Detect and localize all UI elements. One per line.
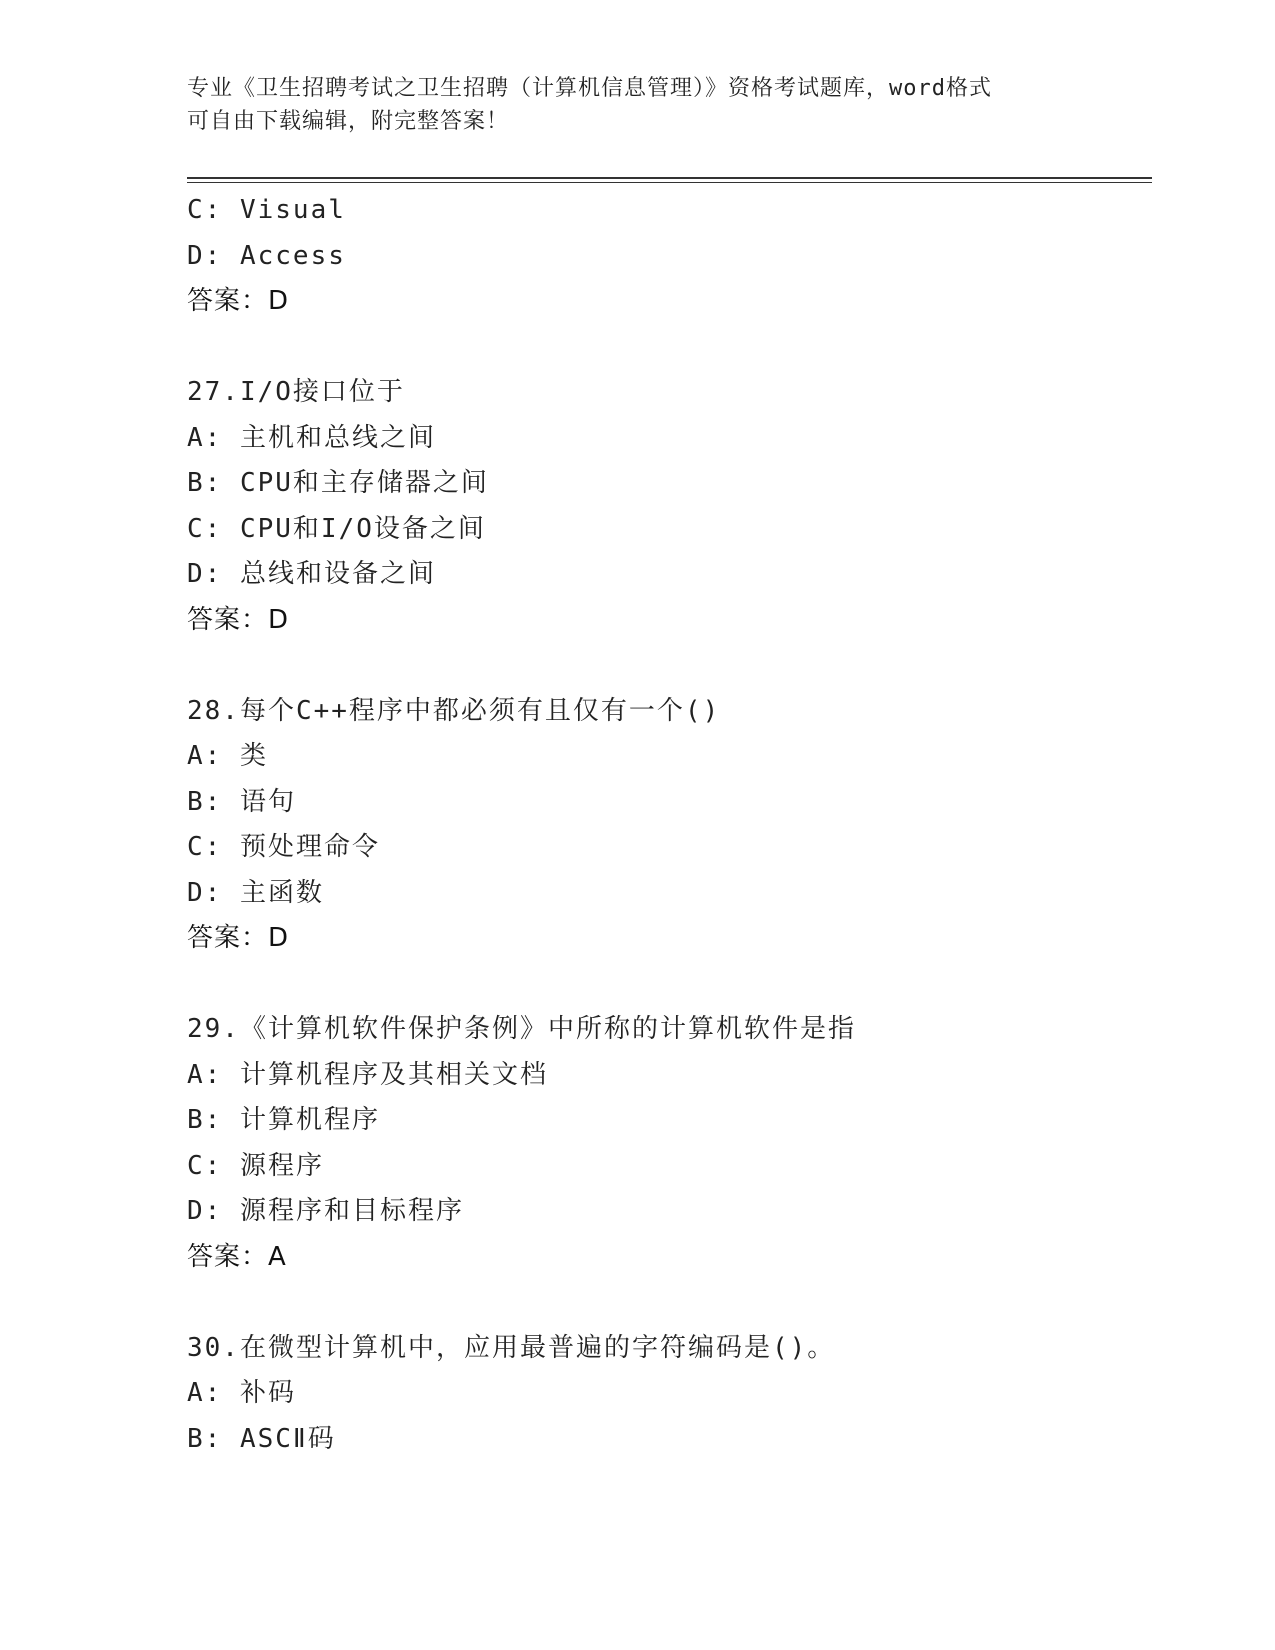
page-header — [187, 72, 1087, 138]
spacer — [187, 325, 1147, 371]
answer-line: 答案：D — [187, 286, 290, 316]
option-d: D: 源程序和目标程序 — [187, 1196, 464, 1226]
option-a: A: 计算机程序及其相关文档 — [187, 1059, 548, 1090]
option-c: C: Visual — [187, 195, 346, 225]
question-block-28 — [187, 689, 1147, 962]
answer-line: 答案：D — [187, 604, 290, 635]
answer-line: 答案：D — [187, 923, 290, 953]
option-b: B: 语句 — [187, 786, 296, 817]
option-a: A: 主机和总线之间 — [187, 422, 436, 453]
option-a: A: 类 — [187, 741, 268, 771]
spacer — [187, 962, 1147, 1008]
spacer — [187, 1280, 1147, 1326]
option-b: B: ASCⅡ码 — [187, 1423, 336, 1454]
question-block-29 — [187, 1007, 1147, 1280]
option-a: A: 补码 — [187, 1378, 296, 1408]
question-stem: 27.I/O接口位于 — [187, 377, 405, 407]
header-line-2: 可自由下载编辑，附完整答案！ — [187, 109, 510, 134]
question-stem: 29.《计算机软件保护条例》中所称的计算机软件是指 — [187, 1014, 856, 1044]
spacer — [187, 643, 1147, 689]
option-c: C: 预处理命令 — [187, 832, 380, 862]
option-d: D: 主函数 — [187, 877, 324, 908]
option-d: D: 总线和设备之间 — [187, 559, 436, 589]
option-c: C: CPU和I/O设备之间 — [187, 513, 486, 544]
question-block-27 — [187, 370, 1147, 643]
header-rule-thick — [187, 177, 1152, 179]
question-stem: 28.每个C++程序中都必须有且仅有一个() — [187, 695, 721, 726]
question-stem: 30.在微型计算机中，应用最普遍的字符编码是()。 — [187, 1332, 836, 1363]
answer-line: 答案：A — [187, 1241, 287, 1272]
question-block-30 — [187, 1326, 1147, 1463]
question-list — [187, 188, 1147, 1462]
header-rule-thin — [187, 182, 1152, 183]
header-line-1: 专业《卫生招聘考试之卫生招聘（计算机信息管理）》资格考试题库，word格式 — [187, 76, 992, 101]
option-b: B: CPU和主存储器之间 — [187, 468, 489, 498]
question-block-prev — [187, 188, 1147, 325]
option-b: B: 计算机程序 — [187, 1105, 380, 1135]
option-c: C: 源程序 — [187, 1150, 324, 1181]
option-d: D: Access — [187, 240, 346, 271]
